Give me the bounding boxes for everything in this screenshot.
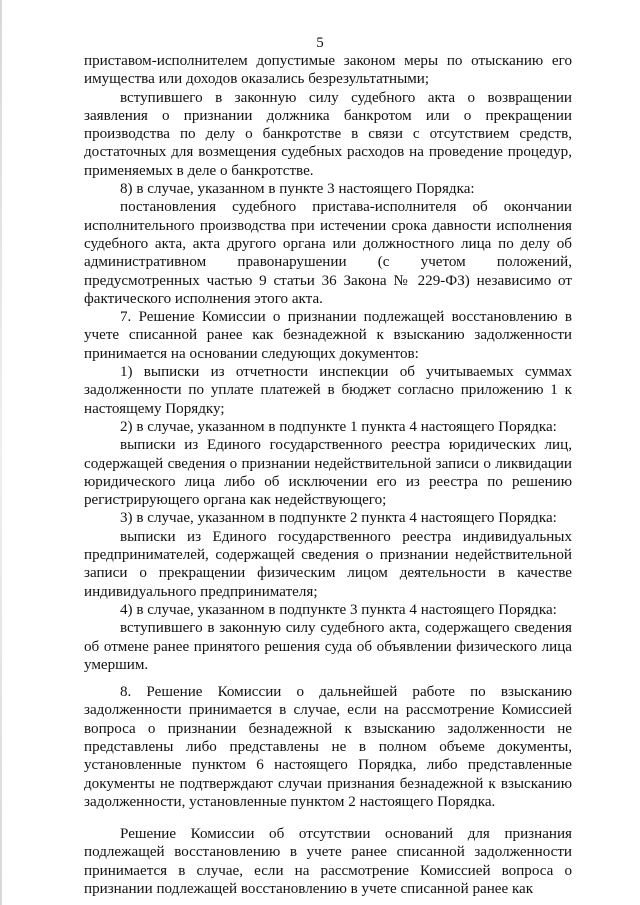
paragraph-item-3: 3) в случае, указанном в подпункте 2 пункта 4 настоящего Порядка: bbox=[120, 510, 557, 527]
paragraph-item-2: 2) в случае, указанном в подпункте 1 пункта 4 настоящего Порядка: bbox=[120, 418, 557, 435]
paragraph-no-grounds: Решение Комиссии об отсутствии оснований для признания подлежащей восстановлению в учете ранее списанной задолженности принимается в случае, если на рассмотрение Комиссией вопроса о признании подлежащей восстановлению в учете списанной ранее как bbox=[84, 826, 572, 898]
paragraph-item-1: 1) выписки из отчетности инспекции об учитываемых суммах задолженности по уплате платежей в бюджет согласно приложению 1 к настоящему Порядку; bbox=[84, 364, 572, 417]
document-body bbox=[84, 52, 572, 898]
paragraph-court-act: вступившего в законную силу судебного акта, содержащего сведения об отмене ранее принятого решения суда об объявлении физического лица умершим. bbox=[84, 620, 572, 673]
paragraph-egrip-extract: выписки из Единого государственного реестра индивидуальных предпринимателей, содержащей сведения о признании недействительной записи о прекращении физическим лицом деятельности в качестве индивидуального предпринимателя; bbox=[84, 528, 572, 600]
scan-edge bbox=[0, 0, 2, 905]
paragraph-case-8: 8) в случае, указанном в пункте 3 настоящего Порядка: bbox=[120, 181, 475, 198]
paragraph-continuation: приставом-исполнителем допустимые законом меры по отысканию его имущества или доходов оказались безрезультатными; bbox=[84, 53, 572, 88]
paragraph-section-8: 8. Решение Комиссии о дальнейшей работе по взысканию задолженности принимается в случае, если на рассмотрение Комиссией вопроса о признании безнадежной к взысканию задолженности не представлены либо представлены не в полном объеме документы, установленные пунктом 6 настоящего Порядка, либо представленные документы не подтверждают случаи признания безнадежной к взысканию задолженности, установленные пунктом 2 настоящего Порядка. bbox=[84, 684, 572, 810]
paragraph-item-4: 4) в случае, указанном в подпункте 3 пункта 4 настоящего Порядка: bbox=[120, 601, 557, 618]
paragraph-egrul-extract: выписки из Единого государственного реестра юридических лиц, содержащей сведения о признании недействительной записи о ликвидации юридического лица либо об исключении его из реестра по решению регистрирующего органа как недействующего; bbox=[84, 437, 572, 509]
page-number: 5 bbox=[316, 35, 324, 51]
paragraph-bankruptcy-act: вступившего в законную силу судебного акта о возвращении заявления о признании должника банкротом или о прекращении производства по делу о банкротстве в связи с отсутствием средств, достаточных для возмещения судебных расходов на проведение процедур, применяемых в деле о банкротстве. bbox=[84, 89, 572, 179]
paragraph-section-7: 7. Решение Комиссии о признании подлежащей восстановлению в учете списанной ранее как безнадежной к взысканию задолженности принимается на основании следующих документов: bbox=[84, 309, 572, 362]
paragraph-bailiff-resolution: постановления судебного пристава-исполнителя об окончании исполнительного производства при истечении срока давности исполнения судебного акта, акта другого органа или должностного лица по делу об административном правонарушении (с учетом положений, предусмотренных частью 9 статьи 36 Закона № 229-ФЗ) независимо от фактического исполнения этого акта. bbox=[84, 199, 572, 307]
